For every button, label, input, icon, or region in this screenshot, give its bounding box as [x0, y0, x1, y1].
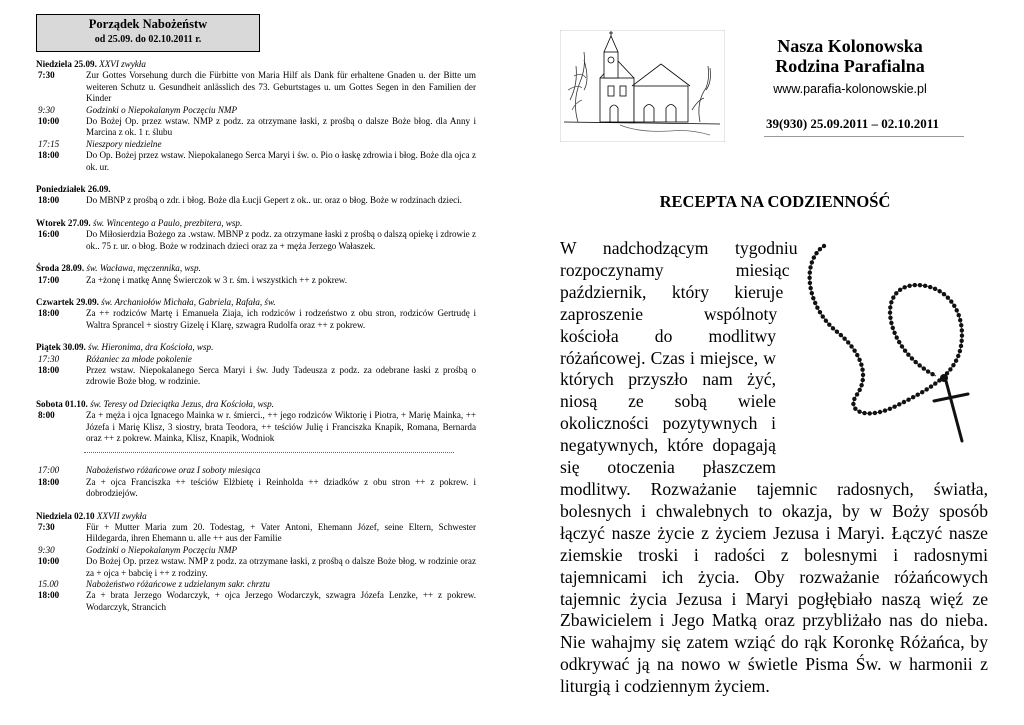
entry-intention: Nabożeństwo różańcowe z udzielanym sakr. chrztu [86, 579, 270, 590]
rosary-bead [852, 397, 856, 401]
rosary-bead [852, 348, 856, 352]
entry-intention: Przez wstaw. Niepokalanego Serca Maryi i św. Judy Tadeusza z podz. za odebrane łaski z prośbą o zdrowie Boże błog. w rodzinie. [86, 364, 476, 387]
schedule-entry [36, 365, 476, 388]
rosary-bead [906, 353, 910, 357]
rosary-bead [922, 366, 926, 370]
entry-time: 15.00 [38, 579, 59, 590]
rosary-bead [814, 251, 818, 255]
schedule-entry [36, 105, 476, 116]
day-label: Poniedziałek 26.09. [36, 184, 111, 195]
entry-time: 18:00 [38, 150, 60, 161]
schedule-entry [36, 556, 476, 579]
rosary-bead [883, 408, 887, 412]
day-gap [36, 252, 476, 263]
entry-intention: Zur Gottes Vorsehung durch die Fürbitte von Maria Hilf als Dank für erhaltene Gnaden u. der Bitte um weiteren Schutz u. Gesundheit anlässlich des 73. Geburtstages u. um Gottes Segen in den Familien der Kinder [86, 70, 476, 104]
rosary-bead [853, 407, 857, 411]
dotted-separator [84, 446, 454, 453]
rosary-bead [857, 358, 861, 362]
rosary-bead [924, 387, 928, 391]
rosary-bead [907, 284, 911, 288]
rosary-bead [818, 310, 822, 314]
day-heading [36, 297, 476, 308]
rosary-bead [917, 363, 921, 367]
rosary-bead [808, 281, 812, 285]
entry-time: 10:00 [38, 556, 60, 567]
schedule-entry [36, 275, 476, 286]
rosary-bead [960, 333, 964, 337]
rosary-bead [888, 407, 892, 411]
rosary-bead [812, 255, 816, 259]
rosary-bead [888, 316, 892, 320]
rosary-bead [839, 333, 843, 337]
rosary-bead [891, 295, 895, 299]
entry-time: 17:00 [38, 465, 60, 476]
day-label: Wtorek 27.09. [36, 217, 91, 228]
rosary-bead [855, 353, 859, 357]
schedule-header-box [36, 14, 260, 52]
entry-intention: Za ++ rodziców Martę i Emanuela Ziaja, ich rodziców i rodzeństwo z obu stron, rodziców Gertrudę i Waltra Sprancel + siostry Gizelę i Klarę, szwagra Rudolfa oraz ++ z pokrew. [86, 308, 476, 330]
entry-time: 18:00 [38, 195, 60, 206]
rosary-bead [831, 326, 835, 330]
entry-intention: Do Bożej Op. przez wstaw. NMP z podz. za otrzymane łaski, z prośbą o dalsze Boże błog. w rodzinie oraz za + ojca + babcię i ++ z rodziny. [86, 556, 476, 578]
rosary-bead [857, 409, 861, 413]
entry-intention: Do Op. Bożej przez wstaw. Niepokalanego Serca Maryi i św. o. Pio o łaskę zdrowia i błog. Boże dla ojca z ok. ur. [86, 150, 476, 172]
entry-time: 17:00 [38, 274, 60, 285]
rosary-bead [898, 288, 902, 292]
rosary-bead [918, 283, 922, 287]
rosary-bead [960, 328, 964, 332]
day-liturgy: św. Hieronima, dra Kościoła, wsp. [88, 342, 214, 353]
rosary-bead [878, 410, 882, 414]
rosary-bead [959, 323, 963, 327]
rosary-bead [913, 360, 917, 364]
rosary-bead [949, 299, 953, 303]
day-heading [36, 263, 476, 274]
rosary-bead [861, 378, 865, 382]
schedule-entry [36, 590, 476, 613]
rosary-bead [835, 330, 839, 334]
rosary-bead [900, 344, 904, 348]
day-gap [36, 173, 476, 184]
schedule-entry [36, 354, 476, 365]
rosary-bead [942, 292, 946, 296]
rosary-bead [889, 321, 893, 325]
rosary-bead [923, 284, 927, 288]
rosary-bead [959, 339, 963, 343]
rosary-bead [946, 295, 950, 299]
rosary-bead [821, 314, 825, 318]
rosary-bead [846, 340, 850, 344]
rosary-bead [952, 304, 956, 308]
rosary-bead [930, 372, 934, 376]
entry-intention: Godzinki o Niepokalanym Poczęciu NMP [86, 104, 238, 115]
day-gap [36, 331, 476, 342]
day-gap [36, 388, 476, 399]
rosary-bead [933, 381, 937, 385]
schedule-list [36, 59, 476, 613]
schedule-entry [36, 477, 476, 500]
church-illustration [560, 30, 725, 142]
day-label: Piątek 30.09. [36, 342, 86, 353]
rosary-bead [815, 305, 819, 309]
entry-time: 8:00 [38, 410, 55, 421]
rosary-bead [859, 362, 863, 366]
day-liturgy: XXVII zwykła [96, 510, 147, 521]
rosary-bead [849, 344, 853, 348]
entry-time: 18:00 [38, 476, 60, 487]
rosary-bead [910, 356, 914, 360]
schedule-entry [36, 579, 476, 590]
rosary-bead [959, 344, 963, 348]
rosary-bead [889, 300, 893, 304]
schedule-entry [36, 70, 476, 104]
entry-intention: Do MBNP z prośbą o zdr. i błog. Boże dla Łucji Gepert z ok.. ur. oraz o błog. Boże w rodzinach dzieci. [86, 195, 462, 206]
entry-intention: Za + męża i ojca Ignacego Mainka w r. śmierci., ++ jego rodziców Wiktorię i Piotra, + Marię Mainka, ++ Józefa i Marię Klisz, 3 siostry, brata Teodora, ++ teściów Julię i Franciszka Knapik, Romana, Bernarda oraz ++ z pokrew. Mainka, Klisz, Knapik, Wodniok [86, 410, 476, 443]
day-liturgy: św. Wacława, męczennika, wsp. [86, 263, 201, 274]
rosary-bead [810, 291, 814, 295]
rosary-bead [958, 318, 962, 322]
rosary-bead [888, 305, 892, 309]
rosary-bead [891, 326, 895, 330]
day-gap [36, 286, 476, 297]
rosary-bead [813, 301, 817, 305]
rosary-bead [897, 402, 901, 406]
rosary-bead [929, 384, 933, 388]
day-label: Czwartek 29.09. [36, 296, 99, 307]
day-liturgy: św. Teresy od Dzieciątka Jezus, dra Kościoła, wsp. [90, 398, 274, 409]
rosary-bead [892, 331, 896, 335]
day-heading [36, 184, 476, 195]
schedule-entry [36, 545, 476, 556]
rosary-icon [776, 236, 988, 468]
issue-divider [764, 136, 964, 137]
entry-intention: Za + ojca Franciszka ++ teściów Elżbietę i Reinholda ++ dziadków z obu stron ++ z pokrew. i dobrodziejów. [86, 476, 476, 499]
day-heading [36, 59, 476, 70]
rosary-bead [897, 340, 901, 344]
rosary-bead [868, 411, 872, 415]
entry-time: 9:30 [38, 544, 55, 555]
rosary-bead [860, 368, 864, 372]
rosary-bead [862, 411, 866, 415]
rosary-bead [948, 367, 952, 371]
entry-time: 17:15 [38, 138, 60, 149]
rosary-bead [873, 411, 877, 415]
rosary-bead [911, 395, 915, 399]
rosary-bead [957, 313, 961, 317]
rosary-bead [807, 276, 811, 280]
rosary-bead [822, 244, 826, 248]
day-label: Sobota 01.10. [36, 398, 88, 409]
issue-number-dates: 39(930) 25.09.2011 – 02.10.2011 [766, 116, 939, 131]
schedule-entry [36, 229, 476, 252]
day-heading [36, 218, 476, 229]
day-liturgy: św. Archaniołów Michała, Gabriela, Rafała, św. [101, 296, 276, 307]
rosary-bead [808, 265, 812, 269]
day-label: Niedziela 25.09. [36, 59, 97, 69]
article-title: RECEPTA NA CODZIENNOŚĆ [659, 192, 891, 211]
entry-intention: Różaniec za młode pokolenie [86, 353, 192, 364]
rosary-bead [933, 287, 937, 291]
rosary-bead [827, 322, 831, 326]
rosary-bead [859, 383, 863, 387]
rosary-bead [928, 285, 932, 289]
entry-time: 17:30 [38, 353, 60, 364]
day-label: Środa 28.09. [36, 263, 85, 274]
day-label: Niedziela 02.10 [36, 510, 95, 521]
entry-time: 7:30 [38, 522, 55, 532]
rosary-bead [926, 369, 930, 373]
rosary-bead [958, 349, 962, 353]
rosary-bead [861, 373, 865, 377]
article-body [560, 238, 988, 698]
day-gap [36, 207, 476, 218]
entry-intention: Nieszpory niedzielne [86, 138, 162, 149]
rosary-bead [920, 390, 924, 394]
entry-time: 10:00 [38, 116, 60, 127]
rosary-bead [902, 400, 906, 404]
rosary-bead [955, 308, 959, 312]
day-heading [36, 399, 476, 410]
day-heading [36, 511, 476, 522]
rosary-bead [895, 335, 899, 339]
entry-time: 18:00 [38, 364, 60, 375]
entry-time: 7:30 [38, 70, 55, 81]
day-gap [36, 500, 476, 511]
rosary-bead [951, 363, 955, 367]
schedule-entry [36, 465, 476, 476]
rosary-bead [818, 247, 822, 251]
entry-time: 16:00 [38, 229, 60, 240]
day-liturgy: św. Wincentego a Paulo, prezbitera, wsp. [92, 217, 243, 228]
day-heading [36, 342, 476, 353]
entry-time: 18:00 [38, 590, 60, 601]
rosary-bead [824, 319, 828, 323]
rosary-bead [916, 393, 920, 397]
entry-intention: Für + Mutter Maria zum 20. Todestag, + Vater Antoni, Ehemann Józef, seine Eltern, Schwester Hildegarda, ihren Ehemann u. alle ++ aus der Familie [86, 522, 476, 544]
entry-intention: Do Bożej Op. przez wstaw. NMP z podz. za otrzymane łaski, z prośbą o dalsze Boże błog. dla Anny i Marcina z ok. 1 r. ślubu [86, 116, 476, 138]
entry-time: 9:30 [38, 104, 55, 115]
rosary-bead [954, 359, 958, 363]
schedule-date-range: od 25.09. do 02.10.2011 r. [94, 34, 202, 45]
schedule-entry [36, 150, 476, 173]
schedule-entry [36, 195, 476, 206]
parish-title [745, 36, 955, 76]
rosary-bead [855, 392, 859, 396]
schedule-entry [36, 308, 476, 331]
parish-website: www.parafia-kolonowskie.pl [773, 82, 927, 96]
article-text: W nadchodzącym tygodniu rozpoczynamy miesiąc październik, który kieruje zaproszenie wspólnoty kościoła do modlitwy różańcowej. Czas i miejsce, w których przyszło nam żyć, niosą ze sobą wiele okoliczności pozytywnych i negatywnych, które dopagają się otoczenia płaszczem modlitwy. Rozważanie tajemnic radosnych, światła, bolesnych i chwalebnych to okazja, by w Boży sposób łączyć nasze życie z życiem Jezusa i Maryi. Łączyć nasze ziemskie troski i radości z bolesnymi i radosnymi tajemnicami ich życia. Oby rozważanie różańcowych tajemnic życia Jezusa i Maryi pogłębiało naszą więź ze Zbawicielem i Jego Matką oraz przybliżało nas do nieba. Nie wahajmy się zatem wziąć do rąk Koronkę Różańca, by odkrywać ją na nowo w świetle Pisma Św. w harmonii z liturgią i codziennym życiem. [560, 238, 988, 697]
rosary-bead [894, 291, 898, 295]
rosary-bead [808, 270, 812, 274]
entry-intention: Do Miłosierdzia Bożego za .wstaw. MBNP z podz. za otrzymane łaski z prośbą o dalszą opiekę i zdrowie z ok.. 75 r. ur. o błog. Boże w rodzinach dzieci oraz za + męża Jerzego Wałaszek. [86, 229, 476, 251]
rosary-bead [902, 285, 906, 289]
rosary-bead [906, 397, 910, 401]
entry-intention: Za +żonę i matkę Annę Świerczok w 3 r. śm. i wszystkich ++ z pokrew. [86, 274, 348, 285]
day-liturgy: XXVI zwykła [99, 59, 146, 69]
entry-intention: Godzinki o Niepokalanym Poczęciu NMP [86, 544, 238, 555]
schedule-entry [36, 139, 476, 150]
rosary-bead [810, 260, 814, 264]
schedule-entry [36, 522, 476, 545]
rosary-bead [808, 286, 812, 290]
rosary-bead [937, 289, 941, 293]
parish-title-line2: Rodzina Parafialna [775, 56, 925, 76]
schedule-entry [36, 116, 476, 139]
parish-title-line1: Nasza Kolonowska [777, 36, 923, 56]
entry-intention: Za + brata Jerzego Wodarczyk, + ojca Jerzego Wodarczyk, szwagra Józefa Lenzke, ++ z pokrew. Wodarczyk, Strancich [86, 590, 476, 612]
rosary-bead [888, 310, 892, 314]
schedule-title: Porządek Nabożeństw [88, 17, 208, 31]
rosary-bead [913, 283, 917, 287]
rosary-bead [811, 296, 815, 300]
entry-intention: Nabożeństwo różańcowe oraz I soboty miesiąca [86, 465, 261, 476]
rosary-bead [892, 404, 896, 408]
schedule-entry [36, 410, 476, 444]
rosary-bead [842, 337, 846, 341]
entry-time: 18:00 [38, 308, 60, 319]
rosary-bead [851, 402, 855, 406]
rosary-bead [857, 388, 861, 392]
rosary-bead [903, 349, 907, 353]
rosary-bead [956, 354, 960, 358]
